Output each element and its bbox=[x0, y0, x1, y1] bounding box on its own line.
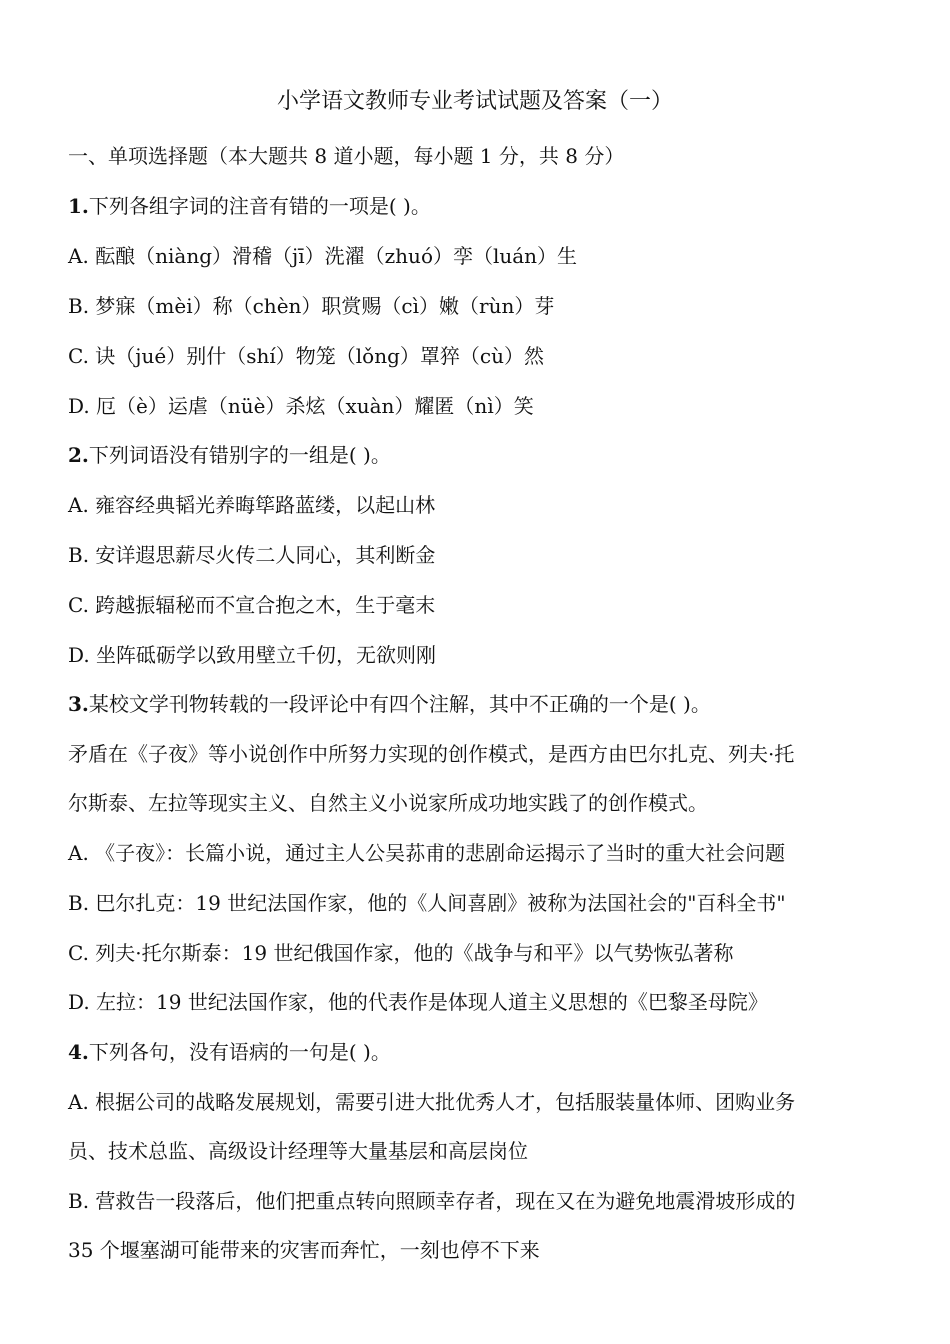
q2-option-a: A. 雍容经典韬光养晦筚路蓝缕，以起山林 bbox=[68, 493, 436, 517]
question-number: 4. bbox=[68, 1040, 89, 1064]
question-stem: 某校文学刊物转载的一段评论中有四个注解，其中不正确的一个是( )。 bbox=[88, 692, 711, 716]
question-number: 1. bbox=[68, 194, 89, 218]
q4-option-b-line-2: 35 个堰塞湖可能带来的灾害而奔忙，一刻也停不下来 bbox=[68, 1238, 540, 1262]
question-2 bbox=[68, 439, 391, 471]
q2-option-d: D. 坐阵砥砺学以致用壁立千仞，无欲则刚 bbox=[68, 643, 437, 667]
q1-option-a: A. 酝酿（niàng）滑稽（jī）洗濯（zhuó）孪（luán）生 bbox=[68, 244, 578, 268]
q2-option-c: C. 跨越振辐秘而不宣合抱之木，生于毫末 bbox=[68, 593, 436, 617]
q2-option-b: B. 安详遐思薪尽火传二人同心，其利断金 bbox=[68, 543, 436, 567]
q3-passage-line-1: 矛盾在《子夜》等小说创作中所努力实现的创作模式，是西方由巴尔扎克、列夫·托 bbox=[68, 742, 795, 766]
question-stem: 下列各句，没有语病的一句是( )。 bbox=[88, 1040, 391, 1064]
section-heading: 一、单项选择题（本大题共 8 道小题，每小题 1 分，共 8 分） bbox=[68, 144, 625, 168]
page-title: 小学语文教师专业考试试题及答案（一） bbox=[276, 89, 673, 114]
question-3 bbox=[68, 688, 711, 720]
question-number: 2. bbox=[68, 443, 89, 467]
q3-option-c: C. 列夫·托尔斯泰：19 世纪俄国作家，他的《战争与和平》以气势恢弘著称 bbox=[68, 941, 734, 965]
q1-option-b: B. 梦寐（mèi）称（chèn）职赏赐（cì）嫩（rùn）芽 bbox=[68, 294, 555, 318]
question-stem: 下列词语没有错别字的一组是( )。 bbox=[88, 443, 391, 467]
question-number: 3. bbox=[68, 692, 89, 716]
q3-passage-line-2: 尔斯泰、左拉等现实主义、自然主义小说家所成功地实践了的创作模式。 bbox=[68, 791, 708, 815]
q1-option-c: C. 诀（jué）别什（shí）物笼（lǒng）罩猝（cù）然 bbox=[68, 344, 544, 368]
q1-option-d: D. 厄（è）运虐（nüè）杀炫（xuàn）耀匿（nì）笑 bbox=[68, 394, 534, 418]
q4-option-a-line-1: A. 根据公司的战略发展规划，需要引进大批优秀人才，包括服装量体师、团购业务 bbox=[68, 1090, 796, 1114]
question-stem: 下列各组字词的注音有错的一项是( )。 bbox=[88, 194, 431, 218]
q4-option-a-line-2: 员、技术总监、高级设计经理等大量基层和高层岗位 bbox=[68, 1139, 528, 1163]
q3-option-b: B. 巴尔扎克：19 世纪法国作家，他的《人间喜剧》被称为法国社会的"百科全书" bbox=[68, 891, 786, 915]
q3-option-a: A. 《子夜》：长篇小说，通过主人公吴荪甫的悲剧命运揭示了当时的重大社会问题 bbox=[68, 841, 786, 865]
q4-option-b-line-1: B. 营救告一段落后，他们把重点转向照顾幸存者，现在又在为避免地震滑坡形成的 bbox=[68, 1189, 796, 1213]
question-4 bbox=[68, 1036, 391, 1068]
question-1 bbox=[68, 190, 431, 222]
q3-option-d: D. 左拉：19 世纪法国作家，他的代表作是体现人道主义思想的《巴黎圣母院》 bbox=[68, 990, 768, 1014]
